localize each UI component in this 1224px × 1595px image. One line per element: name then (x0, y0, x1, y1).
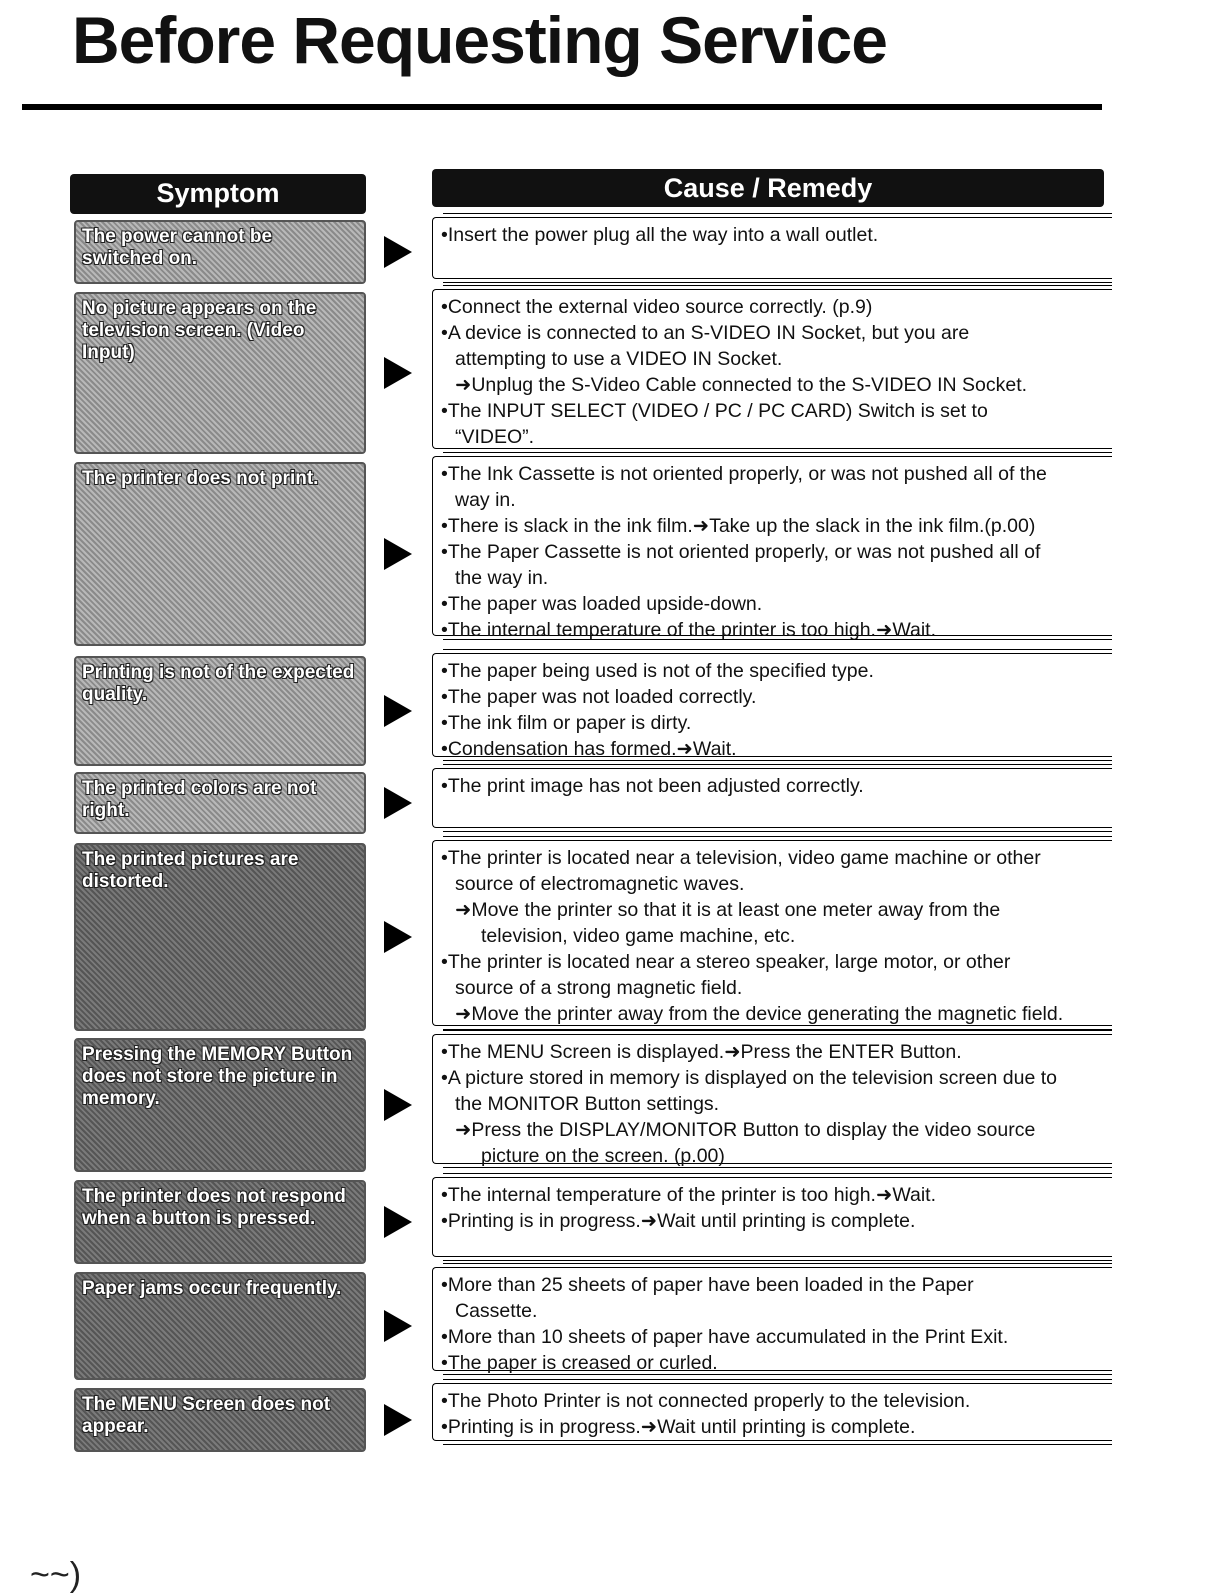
cause-remedy-cell (432, 653, 1112, 760)
title-rule (22, 104, 1102, 110)
cause-remedy-column-header: Cause / Remedy (432, 169, 1104, 207)
cause-remedy-cell (432, 840, 1112, 1026)
cause-remedy-cell (432, 456, 1112, 641)
remedy-line: •The MENU Screen is displayed.➜Press the ENTER Button. (441, 1041, 962, 1063)
remedy-line: •A picture stored in memory is displayed on the television screen due to (441, 1067, 1057, 1089)
arrow-right-icon (384, 921, 412, 953)
cause-remedy-cell (432, 1034, 1112, 1167)
remedy-line: source of a strong magnetic field. (455, 977, 743, 999)
cause-remedy-cell (432, 217, 1112, 279)
remedy-line: •The paper being used is not of the specified type. (441, 660, 874, 682)
arrow-right-icon (384, 236, 412, 268)
remedy-line: attempting to use a VIDEO IN Socket. (455, 348, 783, 370)
remedy-line: ➜Move the printer so that it is at least one meter away from the (455, 899, 1001, 921)
remedy-line: ➜Press the DISPLAY/MONITOR Button to display the video source (455, 1119, 1036, 1141)
remedy-line: •The Photo Printer is not connected properly to the television. (441, 1390, 971, 1412)
arrow-right-icon (384, 1404, 412, 1436)
arrow-right-icon (384, 695, 412, 727)
symptom-cell (74, 1180, 366, 1264)
remedy-line: television, video game machine, etc. (481, 925, 796, 947)
remedy-line: ➜Unplug the S-Video Cable connected to the S-VIDEO IN Socket. (455, 374, 1028, 396)
remedy-line: •Insert the power plug all the way into a wall outlet. (441, 224, 879, 246)
remedy-line: •The print image has not been adjusted correctly. (441, 775, 864, 797)
symptom-cell (74, 656, 366, 766)
symptom-text: The power cannot be switched on. (82, 226, 273, 269)
symptom-cell (74, 1038, 366, 1172)
symptom-text: The printed colors are not right. (82, 778, 317, 821)
remedy-line: •The Ink Cassette is not oriented properly, or was not pushed all of the (441, 463, 1047, 485)
remedy-line: •The internal temperature of the printer is too high.➜Wait. (441, 1184, 937, 1206)
remedy-line: ➜Move the printer away from the device generating the magnetic field. (455, 1003, 1064, 1025)
symptom-text: The printer does not respond when a button is pressed. (82, 1186, 346, 1229)
symptom-cell (74, 220, 366, 284)
remedy-line: •A device is connected to an S-VIDEO IN Socket, but you are (441, 322, 970, 344)
remedy-line: •Connect the external video source correctly. (p.9) (441, 296, 873, 318)
symptom-cell (74, 843, 366, 1031)
remedy-line: •The paper was loaded upside-down. (441, 593, 763, 615)
symptom-text: Printing is not of the expected quality. (82, 662, 355, 705)
remedy-line: •The INPUT SELECT (VIDEO / PC / PC CARD) Switch is set to (441, 400, 988, 422)
symptom-text: The MENU Screen does not appear. (82, 1394, 331, 1437)
page-title: Before Requesting Service (72, 3, 887, 77)
remedy-line: “VIDEO”. (455, 426, 535, 448)
remedy-line: •The printer is located near a television, video game machine or other (441, 847, 1041, 869)
remedy-line: source of electromagnetic waves. (455, 873, 745, 895)
arrow-right-icon (384, 538, 412, 570)
symptom-text: The printed pictures are distorted. (82, 849, 299, 892)
page-number: ~~) (30, 1556, 82, 1594)
remedy-line: •Printing is in progress.➜Wait until printing is complete. (441, 1210, 916, 1232)
symptom-text: Paper jams occur frequently. (82, 1278, 342, 1299)
remedy-line: •More than 10 sheets of paper have accumulated in the Print Exit. (441, 1326, 1009, 1348)
symptom-text: The printer does not print. (82, 468, 319, 489)
cause-remedy-cell (432, 289, 1112, 449)
remedy-line: way in. (455, 489, 516, 511)
remedy-line: •The printer is located near a stereo speaker, large motor, or other (441, 951, 1011, 973)
arrow-right-icon (384, 1089, 412, 1121)
symptom-column-header: Symptom (70, 174, 366, 214)
remedy-line: the way in. (455, 567, 549, 589)
arrow-right-icon (384, 357, 412, 389)
symptom-text: No picture appears on the television screen. (Video Input) (82, 298, 317, 363)
remedy-line: •Printing is in progress.➜Wait until printing is complete. (441, 1416, 916, 1438)
symptom-cell (74, 462, 366, 646)
remedy-line: Cassette. (455, 1300, 538, 1322)
arrow-right-icon (384, 1206, 412, 1238)
remedy-line: the MONITOR Button settings. (455, 1093, 720, 1115)
remedy-line: •The paper was not loaded correctly. (441, 686, 757, 708)
symptom-cell (74, 772, 366, 834)
symptom-text: Pressing the MEMORY Button does not store the picture in memory. (82, 1044, 353, 1109)
remedy-line: •The Paper Cassette is not oriented properly, or was not pushed all of (441, 541, 1041, 563)
remedy-line: •There is slack in the ink film.➜Take up the slack in the ink film.(p.00) (441, 515, 1036, 537)
symptom-cell (74, 1272, 366, 1380)
arrow-right-icon (384, 1310, 412, 1342)
cause-remedy-cell (432, 768, 1112, 828)
remedy-line: picture on the screen. (p.00) (481, 1145, 725, 1167)
remedy-line: •The ink film or paper is dirty. (441, 712, 692, 734)
remedy-line: •The paper is creased or curled. (441, 1352, 718, 1374)
cause-remedy-cell (432, 1177, 1112, 1257)
arrow-right-icon (384, 787, 412, 819)
cause-remedy-cell (432, 1383, 1112, 1441)
remedy-line: •Condensation has formed.➜Wait. (441, 738, 737, 760)
cause-remedy-cell (432, 1267, 1112, 1374)
remedy-line: •More than 25 sheets of paper have been loaded in the Paper (441, 1274, 974, 1296)
remedy-line: •The internal temperature of the printer is too high.➜Wait. (441, 619, 937, 641)
symptom-cell (74, 292, 366, 454)
symptom-cell (74, 1388, 366, 1452)
